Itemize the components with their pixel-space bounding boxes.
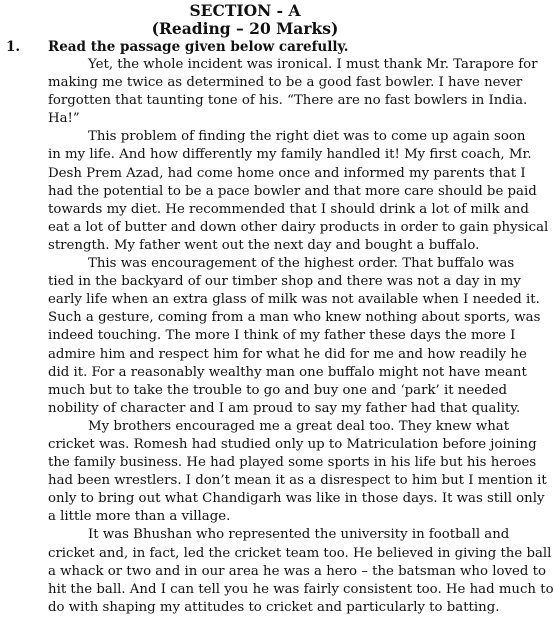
passage-line: making me twice as determined to be a good fast bowler. I have never [48, 75, 523, 91]
passage-line: only to bring out what Chandigarh was like in those days. It was still only [48, 491, 545, 507]
passage-line: My brothers encouraged me a great deal too. They knew what [88, 418, 510, 434]
passage-line: cricket and, in fact, led the cricket team too. He believed in giving the ball [48, 545, 552, 561]
question-instruction: Read the passage given below carefully. [48, 39, 349, 55]
passage-line: indeed touching. The more I think of my father these days the more I [48, 328, 516, 344]
passage-line: Ha!” [48, 111, 80, 127]
passage-line: a little more than a village. [48, 509, 231, 525]
passage-line: cricket was. Romesh had studied only up to Matriculation before joining [48, 436, 537, 452]
passage-line: Yet, the whole incident was ironical. I must thank Mr. Tarapore for [88, 57, 538, 72]
passage-line: early life when an extra glass of milk was not available when I needed it. [48, 292, 540, 308]
passage-line: forgotten that taunting tone of his. “There are no fast bowlers in India. [48, 93, 528, 109]
passage-line: a whack or two and in our area he was a hero – the batsman who loved to [48, 563, 546, 579]
passage-line: had been wrestlers. I don’t mean it as a disrespect to him but I mention it [48, 473, 547, 489]
passage-line: tied in the backyard of our timber shop and there was not a day in my [48, 274, 521, 290]
section-subtitle: (Reading – 20 Marks) [151, 19, 339, 38]
question-number: 1. [6, 39, 21, 55]
passage-line: This problem of finding the right diet was to come up again soon [88, 129, 526, 145]
passage-line: hit the ball. And I can tell you he was fairly consistent too. He had much to [48, 581, 554, 597]
passage-line: did it. For a reasonably wealthy man one buffalo might not have meant [48, 364, 527, 380]
passage-line: strength. My father went out the next day and bought a buffalo. [48, 237, 480, 253]
passage [48, 56, 554, 617]
passage-line: Such a gesture, coming from a man who knew nothing about sports, was [48, 310, 541, 326]
passage-line: Desh Prem Azad, had come home once and informed my parents that I [48, 165, 526, 181]
passage-line: eat a lot of butter and down other dairy products in order to gain physical [48, 219, 549, 235]
passage-line: nobility of character and I am proud to say my father had that quality. [48, 400, 521, 416]
passage-line: do with shaping my attitudes to cricket and particularly to batting. [48, 599, 500, 615]
passage-line: in my life. And how differently my family handled it! My first coach, Mr. [48, 147, 532, 163]
passage-line: much but to take the trouble to go and buy one and ‘park’ it needed [48, 382, 507, 398]
passage-line: had the potential to be a pace bowler and that more care should be paid [48, 183, 537, 199]
passage-line: It was Bhushan who represented the university in football and [88, 527, 510, 543]
passage-line: admire him and respect him for what he did for me and how readily he [48, 346, 527, 362]
passage-line: towards my diet. He recommended that I should drink a lot of milk and [48, 201, 529, 217]
passage-line: This was encouragement of the highest order. That buffalo was [88, 256, 515, 272]
section-title: SECTION - A [189, 1, 301, 20]
passage-line: the family business. He had played some sports in his life but his heroes [48, 455, 537, 471]
